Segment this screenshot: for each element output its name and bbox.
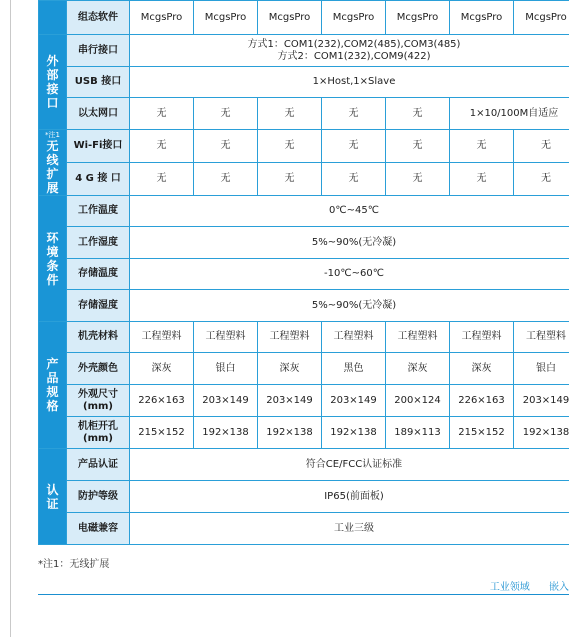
4g-cell: 无 [258,163,322,196]
cutout-cell: 189×113 [386,417,450,449]
4g-cell: 无 [386,163,450,196]
ethernet-cell: 无 [194,98,258,130]
table-row [39,449,569,481]
table-row [39,513,569,545]
cutout-label: 机柜开孔 [78,420,118,432]
table-row [39,290,569,322]
ethernet-cell: 无 [258,98,322,130]
row-label-size [67,385,130,417]
table-row [39,1,569,35]
table-row [39,353,569,385]
category-label: 环境条件 [46,230,59,287]
row-label-wifi: Wi-Fi接口 [67,130,130,163]
ethernet-cell: 无 [322,98,386,130]
row-label-cutout [67,417,130,449]
size-label: 外观尺寸 [78,388,118,400]
wifi-cell: 无 [386,130,450,163]
color-cell: 银白 [194,353,258,385]
row-label-color: 外壳颜色 [67,353,130,385]
cutout-cell: 192×138 [514,417,569,449]
row-label-software: 组态软件 [67,1,130,35]
color-cell: 深灰 [258,353,322,385]
category-environment [39,196,67,322]
row-label-usb: USB 接口 [67,67,130,98]
table-row [39,35,569,67]
table-row [39,417,569,449]
cutout-unit: (mm) [83,432,113,444]
footer-link-embedded[interactable]: 嵌入 [549,582,569,593]
size-cell: 203×149 [194,385,258,417]
cert-value: 符合CE/FCC认证标准 [130,449,569,481]
software-cell: McgsPro [450,1,514,35]
4g-cell: 无 [130,163,194,196]
row-label-cert: 产品认证 [67,449,130,481]
table-row [39,227,569,259]
cutout-cell: 215×152 [450,417,514,449]
category-note: *注1 [45,130,60,139]
color-cell: 深灰 [386,353,450,385]
category-label: 无线扩展 [46,138,59,195]
usb-value: 1×Host,1×Slave [130,67,569,98]
footer-divider [38,594,569,595]
size-cell: 203×149 [322,385,386,417]
row-label-4g: 4 G 接 口 [67,163,130,196]
table-row [39,322,569,353]
wifi-cell: 无 [322,130,386,163]
row-label-emc: 电磁兼容 [67,513,130,545]
cutout-cell: 192×138 [258,417,322,449]
wifi-cell: 无 [130,130,194,163]
category-label: 认证 [46,482,59,511]
footer-links [474,578,569,593]
category-cell-blank [39,1,67,35]
material-cell: 工程塑料 [514,322,569,353]
material-cell: 工程塑料 [386,322,450,353]
software-cell: McgsPro [130,1,194,35]
table-row [39,481,569,513]
row-label-ethernet: 以太网口 [67,98,130,130]
row-label-op-temp: 工作温度 [67,196,130,227]
ethernet-cell-wide: 1×10/100M自适应 [450,98,569,130]
cutout-cell: 215×152 [130,417,194,449]
wifi-cell: 无 [194,130,258,163]
category-external-interfaces [39,35,67,130]
4g-cell: 无 [514,163,569,196]
wifi-cell: 无 [258,130,322,163]
table-row [39,385,569,417]
row-label-storage-temp: 存储温度 [67,259,130,290]
serial-mode-2: 方式2：COM1(232),COM9(422) [277,50,431,62]
4g-cell: 无 [194,163,258,196]
material-cell: 工程塑料 [130,322,194,353]
category-product-specs [39,322,67,449]
table-row [39,196,569,227]
software-cell: McgsPro [194,1,258,35]
cutout-cell: 192×138 [194,417,258,449]
footnote: *注1：无线扩展 [38,559,110,570]
material-cell: 工程塑料 [258,322,322,353]
4g-cell: 无 [322,163,386,196]
storage-humidity-value: 5%~90%(无冷凝) [130,290,569,322]
category-certification [39,449,67,545]
row-label-op-humidity: 工作湿度 [67,227,130,259]
spec-table [38,0,569,545]
software-cell: McgsPro [258,1,322,35]
color-cell: 银白 [514,353,569,385]
size-cell: 200×124 [386,385,450,417]
table-row [39,67,569,98]
table-row [39,98,569,130]
wifi-cell: 无 [450,130,514,163]
category-wireless [39,130,67,196]
footer-link-industrial[interactable]: 工业领域 [489,582,530,593]
material-cell: 工程塑料 [450,322,514,353]
software-cell: McgsPro [386,1,450,35]
category-label: 外部接口 [46,54,59,110]
cutout-cell: 192×138 [322,417,386,449]
row-label-protection: 防护等级 [67,481,130,513]
table-row [39,163,569,196]
ethernet-cell: 无 [130,98,194,130]
size-cell: 203×149 [258,385,322,417]
material-cell: 工程塑料 [194,322,258,353]
category-label: 产品规格 [46,357,59,413]
software-cell: McgsPro [514,1,569,35]
storage-temp-value: -10℃~60℃ [130,259,569,290]
serial-mode-1: 方式1：COM1(232),COM2(485),COM3(485) [247,38,461,50]
size-cell: 226×163 [450,385,514,417]
size-unit: (mm) [83,400,113,412]
page-margin-rule [10,0,11,637]
material-cell: 工程塑料 [322,322,386,353]
size-cell: 203×149 [514,385,569,417]
table-row [39,130,569,163]
ethernet-cell: 无 [386,98,450,130]
table-row [39,259,569,290]
wifi-cell: 无 [514,130,569,163]
protection-value: IP65(前面板) [130,481,569,513]
row-label-material: 机壳材料 [67,322,130,353]
software-cell: McgsPro [322,1,386,35]
op-humidity-value: 5%~90%(无冷凝) [130,227,569,259]
op-temp-value: 0℃~45℃ [130,196,569,227]
serial-value [130,35,569,67]
color-cell: 黑色 [322,353,386,385]
4g-cell: 无 [450,163,514,196]
color-cell: 深灰 [130,353,194,385]
emc-value: 工业三级 [130,513,569,545]
size-cell: 226×163 [130,385,194,417]
color-cell: 深灰 [450,353,514,385]
row-label-storage-humidity: 存储湿度 [67,290,130,322]
row-label-serial: 串行接口 [67,35,130,67]
